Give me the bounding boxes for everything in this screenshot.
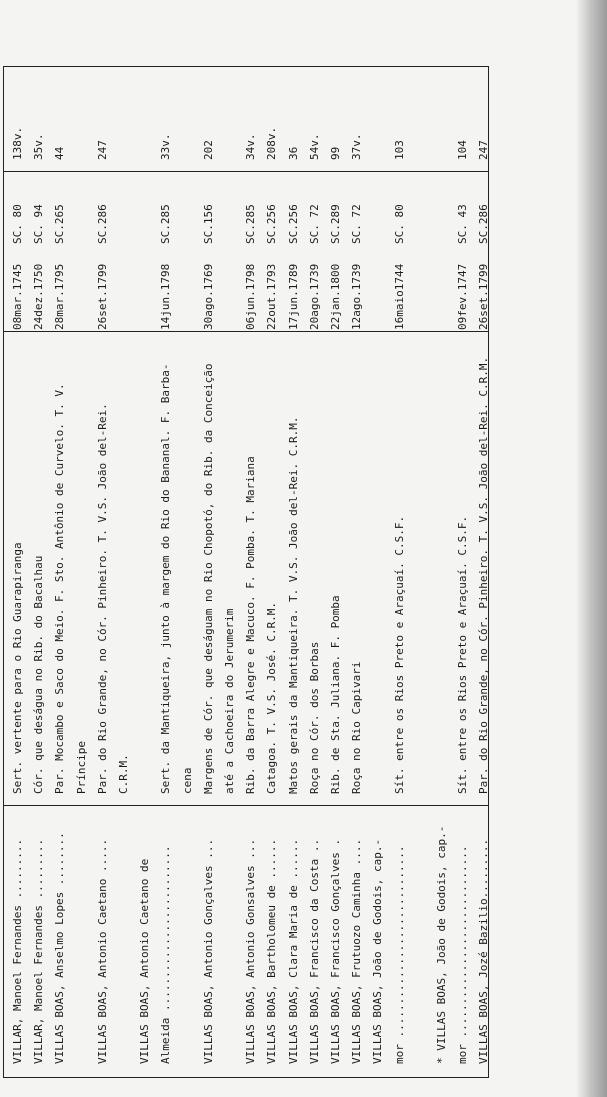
entry-place: Matos gerais da Mantiqueira. T. V.S. João del-Rei. C.R.M. [286, 416, 300, 794]
entry-folio: 104 [456, 140, 470, 160]
entry-name: VILLAS BOAS, Antonio Gonsalves ... [244, 838, 258, 1064]
entry-folio: 208v. [265, 126, 279, 160]
entry-date: 26set.1799 [477, 263, 491, 330]
entry-name: VILLAS BOAS, Clara Maria de ...... [286, 838, 300, 1064]
entry-folio: 202 [201, 140, 215, 160]
entry-place: Sít. entre os Rios Preto e Araçuaí. C.S.F. [456, 515, 470, 794]
table-row [155, 66, 176, 1078]
entry-folio: 103 [392, 140, 406, 160]
entry-name: VILLAR, Manoel Fernandes ......... [11, 838, 24, 1064]
entry-code: SC.256 [286, 204, 300, 244]
entry-folio: 54v. [307, 133, 321, 160]
entry-name: VILLAS BOAS, Francisco Gonçalves . [329, 838, 342, 1064]
entry-folio: 37v. [350, 133, 364, 160]
table-row [389, 66, 410, 1078]
table-row [261, 66, 282, 1078]
entry-name: VILLAS BOAS, João de Godois, cap.- [371, 838, 385, 1064]
table-row [304, 66, 325, 1078]
entry-code: SC. 80 [11, 204, 24, 244]
page-edge-shadow [577, 0, 607, 1097]
table-row [49, 66, 70, 1078]
table-row [473, 66, 494, 1078]
entry-code: SC. 80 [392, 204, 406, 244]
entry-code: SC.285 [159, 204, 173, 244]
entry-code: SC.156 [201, 204, 215, 244]
table-row [71, 66, 92, 1078]
entry-place: até a Cachoeira do Jerumerim [223, 608, 236, 794]
table-row [283, 66, 304, 1078]
entry-name: VILLAS BOAS, Antonio Gonçalves ... [201, 838, 215, 1064]
entry-place: Sert. vertente para o Rio Guarapiranga [11, 542, 24, 794]
table-row [177, 66, 198, 1078]
table-row [367, 66, 388, 1078]
entry-date: 24dez.1750 [32, 263, 46, 330]
entry-place: Cór. que deságua no Rib. do Bacalhau [32, 555, 46, 794]
entry-date: 06jun.1798 [244, 263, 258, 330]
table-row [113, 66, 134, 1078]
entry-name: VILLAS BOAS, Jozé Bazilio......... [477, 838, 491, 1064]
entry-folio: 34v. [244, 133, 258, 160]
table-row [346, 66, 367, 1078]
entry-code: SC. 72 [307, 204, 321, 244]
entry-date: 17jun.1789 [286, 263, 300, 330]
table-row [240, 66, 261, 1078]
entry-place: Catagoa. T. V.S. José. C.R.M. [265, 601, 279, 794]
entry-code: SC. 72 [350, 204, 364, 244]
entry-date: 22out.1793 [265, 263, 279, 330]
entry-date: 16maio1744 [392, 263, 406, 330]
entry-code: SC.256 [265, 204, 279, 244]
table-row [134, 66, 155, 1078]
table-row [325, 66, 346, 1078]
table-row [198, 66, 219, 1078]
entry-code: SC. 94 [32, 204, 46, 244]
entry-code: SC.286 [477, 204, 491, 244]
entry-place: Sít. entre os Rios Preto e Araçuaí. C.S.F. [392, 515, 406, 794]
entry-place: Roça no Rio Capivari [350, 661, 364, 794]
entry-folio: 138v. [11, 126, 24, 160]
entry-place: Par. do Rio Grande, no Cór. Pinheiro. T. V.S. João del-Rei. C.R.M. [477, 356, 491, 794]
entry-name: VILLAS BOAS, Frutuozo Caminha .... [350, 838, 364, 1064]
entry-place: Rib. de Sta. Juliana. F. Pomba [329, 595, 342, 794]
entry-date: 09fev.1747 [456, 263, 470, 330]
entry-place: cena [180, 767, 194, 794]
table-row [410, 66, 431, 1078]
entry-folio: 36 [286, 146, 300, 160]
entry-name: VILLAS BOAS, Antonio Caetano de [138, 858, 152, 1064]
entry-code: SC.285 [244, 204, 258, 244]
entry-place: C.R.M. [117, 754, 130, 794]
entry-folio: 99 [329, 146, 342, 160]
entry-name: VILLAS BOAS, Bartholomeu de ...... [265, 838, 279, 1064]
entry-place: Roça no Cór. dos Borbas [307, 641, 321, 794]
entry-code: SC.265 [53, 204, 67, 244]
table-row [7, 66, 28, 1078]
entry-name: mor ............................. [392, 845, 406, 1064]
entry-date: 22jan.1800 [329, 263, 342, 330]
entry-name: * VILLAS BOAS, João de Godois, cap.- [435, 825, 448, 1064]
entry-date: 28mar.1795 [53, 263, 67, 330]
table-row [92, 66, 113, 1078]
entry-name: mor ............................. [456, 845, 470, 1064]
entry-code: SC.286 [95, 204, 109, 244]
entry-code: SC. 43 [456, 204, 470, 244]
entry-date: 26set.1799 [95, 263, 109, 330]
entry-place: Sert. da Mantiqueira, junto à margem do Rio do Bananal. F. Barba- [159, 363, 173, 794]
entry-name: Almeida ......................... [159, 845, 173, 1064]
table-row [28, 66, 49, 1078]
entry-date: 20ago.1739 [307, 263, 321, 330]
entry-place: Par. do Rio Grande, no Cór. Pinheiro. T. V.S. João del-Rei. [95, 403, 109, 794]
entry-name: VILLAS BOAS, Antonio Caetano ..... [95, 838, 109, 1064]
entry-folio: 247 [477, 140, 491, 160]
entry-name: VILLAS BOAS, Anselmo Lopes ........ [53, 832, 67, 1064]
entry-place: Margens de Cór. que deságuam no Rio Chopotó, do Rib. da Conceição [201, 363, 215, 794]
entry-place: Rib. da Barra Alegre e Macuco. F. Pomba. T. Mariana [244, 456, 258, 794]
entry-name: VILLAR, Manoel Fernandes ......... [32, 838, 46, 1064]
entry-folio: 44 [53, 146, 67, 160]
entry-place: Par. Mocambo e Saco do Meio. F. Sto. Antônio de Curvelo. T. V. [53, 383, 67, 794]
registry-table [3, 66, 489, 1078]
table-row [219, 66, 240, 1078]
entry-folio: 35v. [32, 133, 46, 160]
table-row [452, 66, 473, 1078]
entry-place: Príncipe [74, 741, 88, 794]
entry-folio: 33v. [159, 133, 173, 160]
entry-name: VILLAS BOAS, Francisco da Costa .. [307, 838, 321, 1064]
entry-folio: 247 [95, 140, 109, 160]
table-row [431, 66, 452, 1078]
entry-date: 08mar.1745 [11, 263, 24, 330]
entry-date: 30ago.1769 [201, 263, 215, 330]
entry-code: SC.289 [329, 204, 342, 244]
entry-date: 12ago.1739 [350, 263, 364, 330]
entry-date: 14jun.1798 [159, 263, 173, 330]
